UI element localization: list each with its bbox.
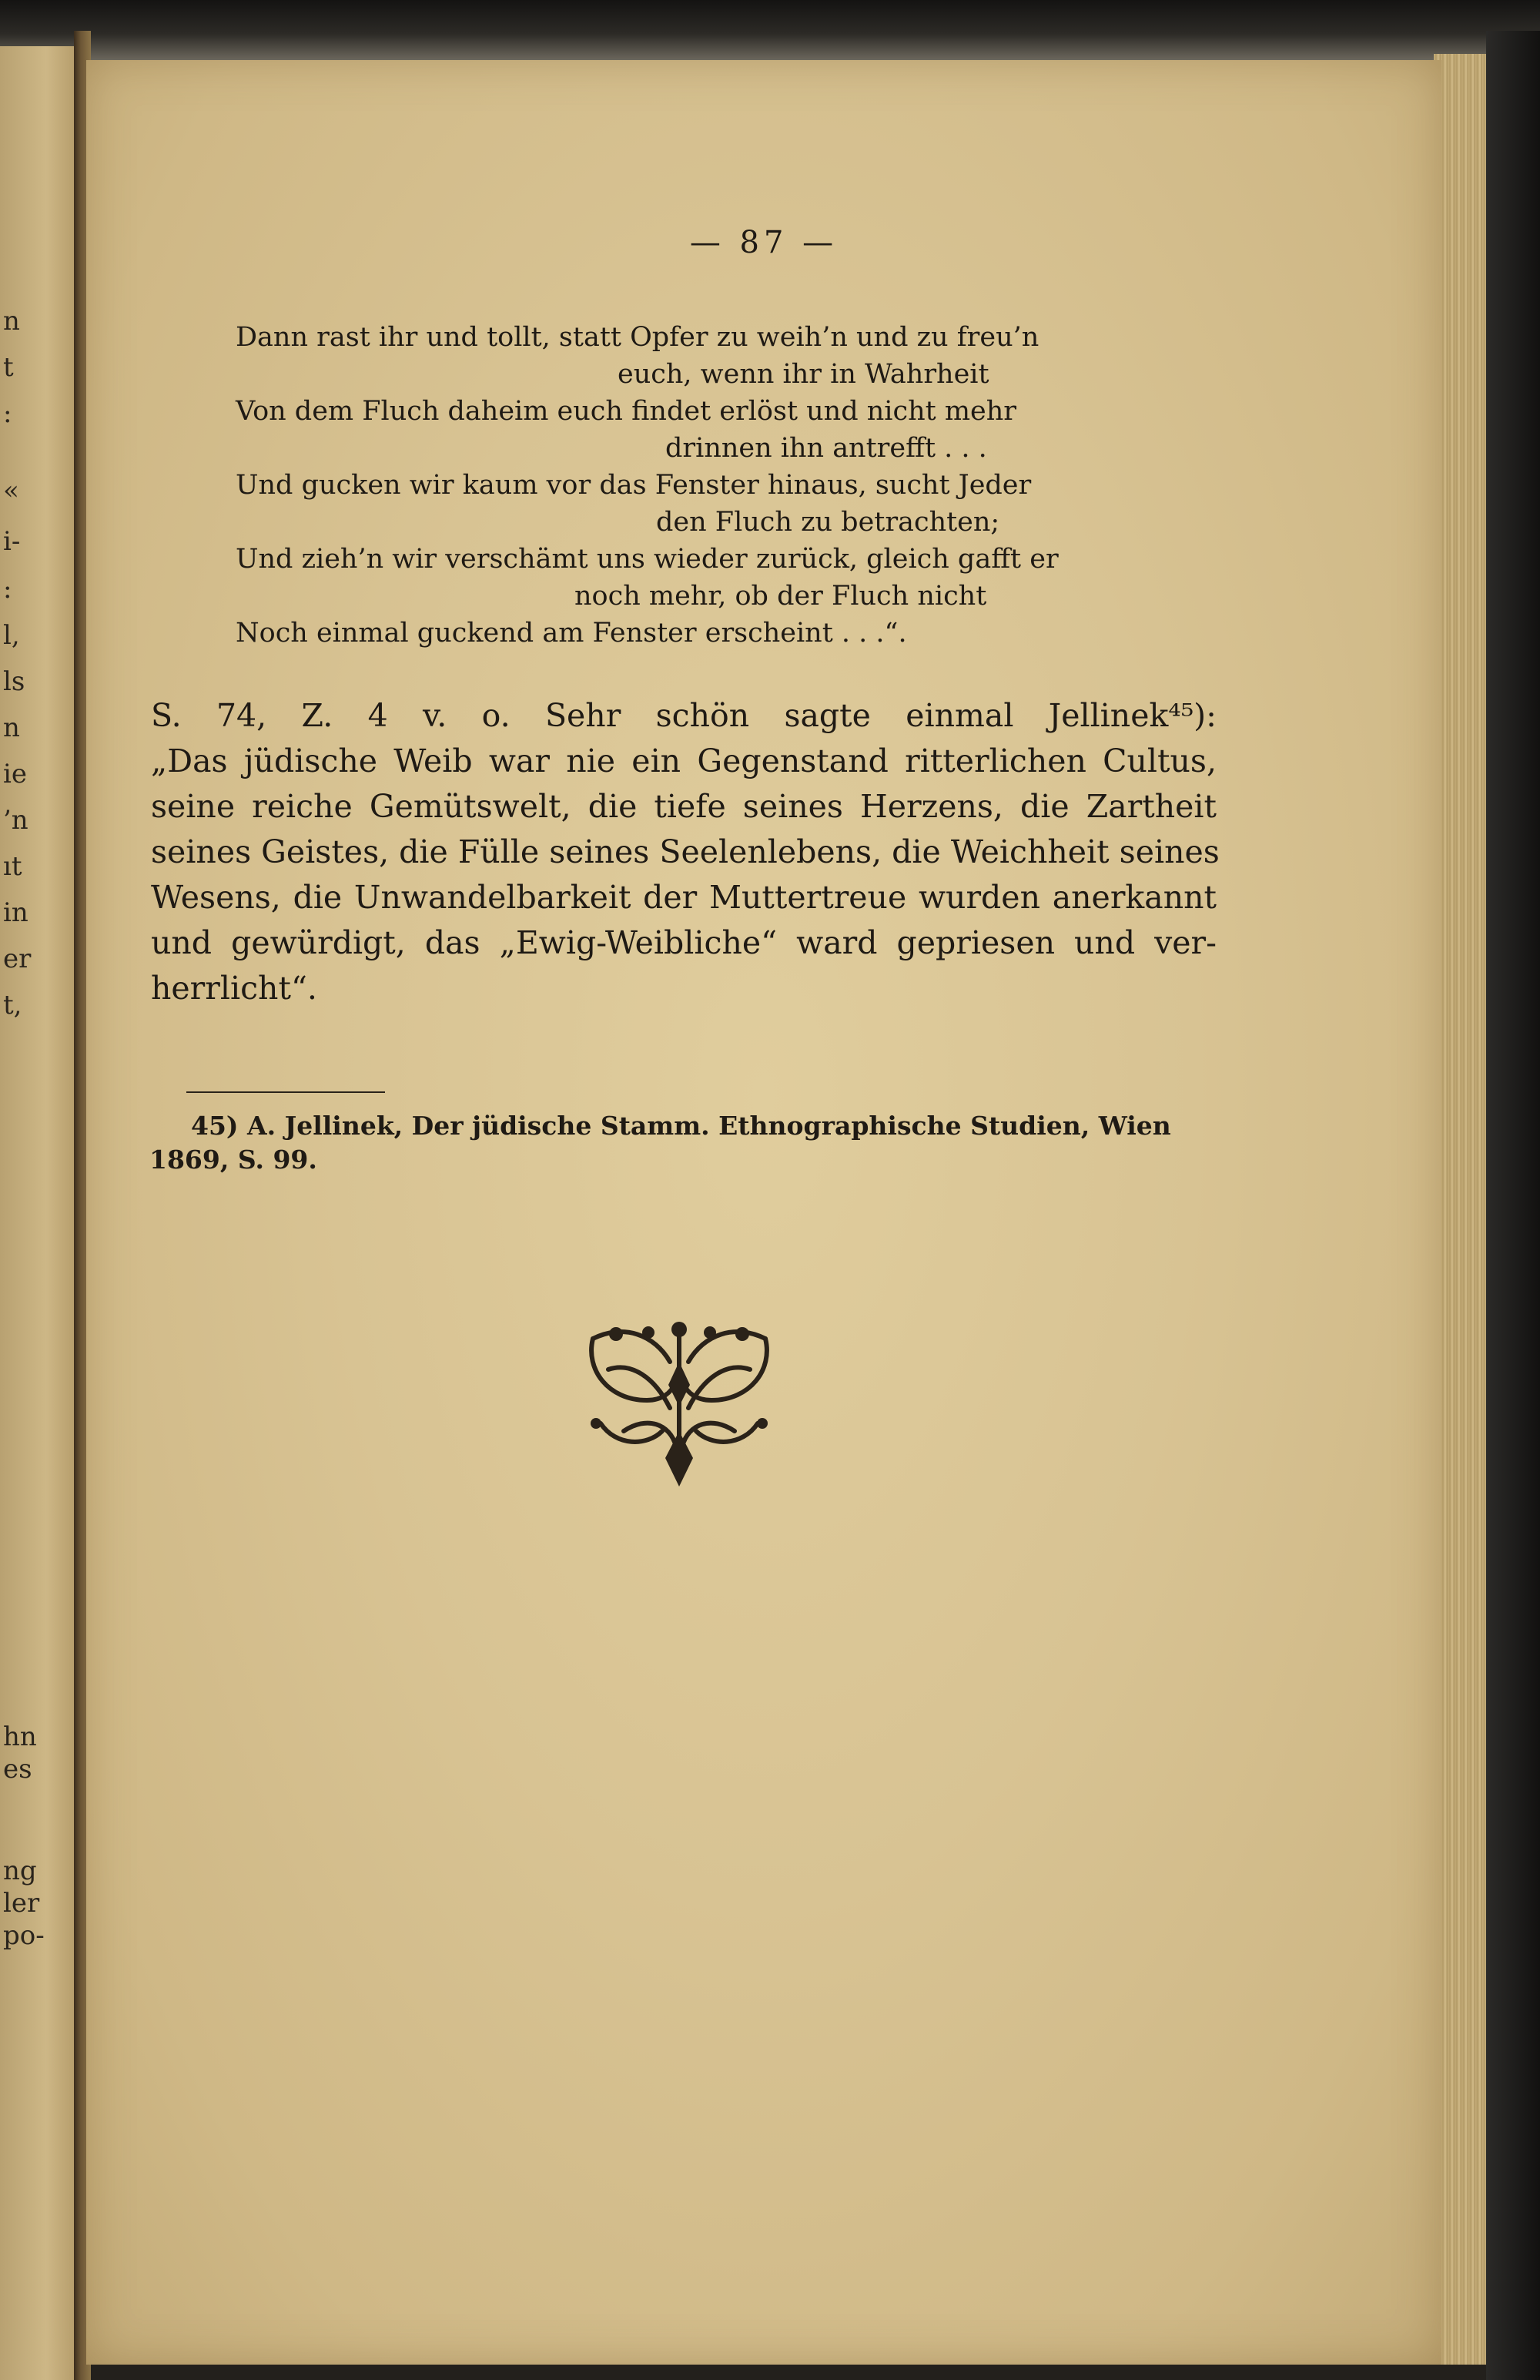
left-page-fragment: l,	[3, 620, 20, 651]
verse-line: euch, wenn ihr in Wahrheit	[618, 359, 989, 390]
left-page-fragment: er	[3, 944, 32, 974]
verse-line: Dann rast ihr und tollt, statt Opfer zu weih’n und zu freu’n	[236, 322, 1040, 353]
book-cover-edge	[1486, 31, 1540, 2380]
verse-line: Noch einmal guckend am Fenster erscheint . . .“.	[236, 618, 907, 649]
prose-line: seine reiche Gemütswelt, die tiefe seines Herzens, die Zartheit	[151, 788, 1217, 825]
verse-line: den Fluch zu betrachten;	[656, 507, 1000, 538]
left-page-fragment: ’n	[3, 805, 28, 836]
footnote-line: 1869, S. 99.	[149, 1145, 317, 1175]
prose-line: Wesens, die Unwandelbarkeit der Muttertreue wurden anerkannt	[151, 879, 1217, 916]
left-page-fragment: ıt	[3, 851, 22, 882]
left-page-fragment: ie	[3, 759, 27, 789]
left-page-fragment: in	[3, 897, 28, 928]
top-cover-band	[0, 0, 1540, 62]
footnote-line: 45) A. Jellinek, Der jüdische Stamm. Ethnographische Studien, Wien	[191, 1111, 1171, 1141]
page-edges	[1434, 54, 1488, 2365]
left-page-fragment: ler	[3, 1888, 40, 1919]
verse-line: noch mehr, ob der Fluch nicht	[574, 581, 987, 612]
prose-line: und gewürdigt, das „Ewig-Weibliche“ ward gepriesen und ver-	[151, 924, 1217, 961]
verse-line: drinnen ihn antrefft . . .	[665, 433, 987, 464]
verse-line: Und zieh’n wir verschämt uns wieder zurück, gleich gafft er	[236, 544, 1059, 575]
left-page-fragment: hn	[3, 1721, 37, 1752]
prose-line: „Das jüdische Weib war nie ein Gegenstand ritterlichen Cultus,	[151, 742, 1217, 779]
left-page-fragment: i-	[3, 526, 21, 557]
prose-line: S. 74, Z. 4 v. o. Sehr schön sagte einmal Jellinek⁴⁵):	[151, 697, 1217, 734]
footnote-divider	[186, 1091, 385, 1093]
verse-line: Von dem Fluch daheim euch findet erlöst und nicht mehr	[236, 396, 1016, 427]
previous-page-edge	[0, 46, 77, 2380]
verse-line: Und gucken wir kaum vor das Fenster hinaus, sucht Jeder	[236, 470, 1032, 501]
left-page-fragment: po-	[3, 1920, 45, 1951]
left-page-fragment: :	[3, 574, 12, 605]
left-page-fragment: t	[3, 352, 14, 383]
prose-line: herrlicht“.	[151, 970, 317, 1007]
left-page-fragment: ls	[3, 666, 25, 697]
left-page-fragment: n	[3, 712, 20, 743]
left-page-fragment: n	[3, 306, 20, 337]
left-page-fragment: es	[3, 1754, 32, 1785]
prose-line: seines Geistes, die Fülle seines Seelenlebens, die Weichheit seines	[151, 833, 1220, 870]
left-page-fragment: ng	[3, 1855, 37, 1886]
page-number-header: — 87 —	[689, 225, 839, 260]
page	[86, 60, 1441, 2365]
left-page-fragment: «	[3, 475, 19, 506]
left-page-fragment: t,	[3, 990, 22, 1021]
ornament-vignette-icon	[578, 1316, 781, 1493]
left-page-fragment: :	[3, 398, 12, 429]
